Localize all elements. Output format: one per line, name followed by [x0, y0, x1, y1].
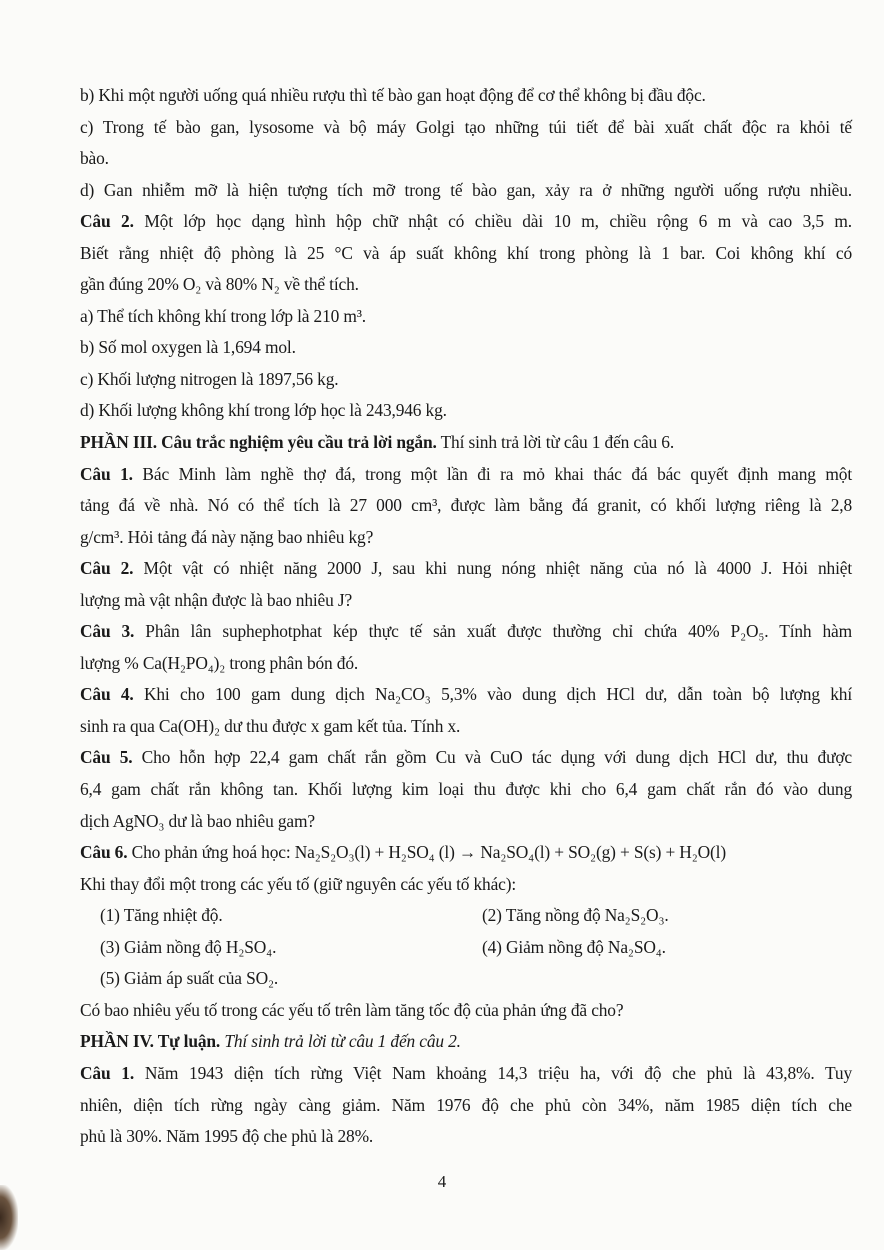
section-title: PHẦN IV. Tự luận. — [80, 1031, 221, 1052]
question-label: Câu 1. — [80, 1062, 135, 1083]
question-6-line — [80, 837, 852, 869]
question-text: Phân lân suphephotphat kép thực tế sản xuất được thường chỉ chứa 40% P₂O₅. Tính hàm — [134, 621, 853, 642]
text-line: Biết rằng nhiệt độ phòng là 25 °C và áp suất không khí trong phòng là 1 bar. Coi không khí có — [80, 242, 852, 263]
question-text: Khi cho 100 gam dung dịch Na₂CO₃ 5,3% vào dung dịch HCl dư, dẫn toàn bộ lượng khí — [133, 684, 852, 705]
question-label: Câu 4. — [80, 684, 134, 705]
statement-d: d) Khối lượng không khí trong lớp học là 243,946 kg. — [80, 400, 447, 421]
question-text: Cho hỗn hợp 22,4 gam chất rắn gồm Cu và CuO tác dụng với dung dịch HCl dư, thu được — [132, 747, 852, 768]
question-1-line — [80, 1058, 852, 1090]
factor-5: (5) Giảm áp suất của SO₂. — [100, 968, 279, 989]
question-3-line — [80, 616, 852, 648]
question-text: Một lớp học dạng hình hộp chữ nhật có chiều dài 10 m, chiều rộng 6 m và cao 3,5 m. — [133, 211, 852, 232]
text-line: sinh ra qua Ca(OH)₂ dư thu được x gam kết tủa. Tính x. — [80, 715, 461, 736]
text-line: gần đúng 20% O₂ và 80% N₂ về thể tích. — [80, 274, 359, 295]
question-text: Năm 1943 diện tích rừng Việt Nam khoảng 14,3 triệu ha, với độ che phủ là 43,8%. Tuy — [134, 1062, 852, 1083]
question-label: Câu 2. — [80, 211, 134, 232]
text-line: Khi thay đổi một trong các yếu tố (giữ nguyên các yếu tố khác): — [80, 873, 517, 894]
section-instruction: Thí sinh trả lời từ câu 1 đến câu 6. — [436, 432, 675, 453]
question-text: Bác Minh làm nghề thợ đá, trong một lần đi ra mỏ khai thác đá bác quyết định mang một — [132, 463, 853, 484]
question-label: Câu 6. — [80, 842, 128, 863]
question-2-line — [80, 553, 852, 585]
question-label: Câu 2. — [80, 558, 134, 579]
section-3-heading — [80, 427, 852, 459]
factor-row — [80, 932, 852, 964]
statement-b: b) Số mol oxygen là 1,694 mol. — [80, 337, 296, 358]
text-line: bào. — [80, 148, 109, 169]
text-line: lượng % Ca(H₂PO₄)₂ trong phân bón đó. — [80, 652, 359, 673]
reaction-equation: Cho phản ứng hoá học: Na₂S₂O₃(l) + H₂SO₄ (l) → Na₂SO₄(l) + SO₂(g) + S(s) + H₂O(l) — [127, 842, 726, 863]
question-text: Một vật có nhiệt năng 2000 J, sau khi nung nóng nhiệt năng của nó là 4000 J. Hỏi nhiệt — [133, 558, 853, 579]
question-1-line — [80, 459, 852, 491]
text-line: tảng đá về nhà. Nó có thể tích là 27 000 cm³, được làm bằng đá granit, có khối lượng riêng là 2,8 — [80, 495, 852, 516]
text-line: lượng mà vật nhận được là bao nhiêu J? — [80, 589, 353, 610]
factor-4: (4) Giảm nồng độ Na₂SO₄. — [482, 936, 666, 957]
text-line: g/cm³. Hỏi tảng đá này nặng bao nhiêu kg? — [80, 526, 374, 547]
question-5-line — [80, 742, 852, 774]
text-line: c) Trong tế bào gan, lysosome và bộ máy Golgi tạo những túi tiết để bài xuất chất độc ra khỏi tế — [80, 116, 852, 137]
statement-a: a) Thể tích không khí trong lớp là 210 m³. — [80, 305, 366, 326]
text-line: phủ là 30%. Năm 1995 độ che phủ là 28%. — [80, 1126, 374, 1147]
document-page — [80, 80, 852, 1153]
page-number: 4 — [437, 1172, 447, 1191]
section-title: PHẦN III. Câu trắc nghiệm yêu cầu trả lời ngắn. — [80, 432, 437, 453]
text-line: Có bao nhiêu yếu tố trong các yếu tố trên làm tăng tốc độ của phản ứng đã cho? — [80, 999, 624, 1020]
factor-row — [80, 900, 852, 932]
text-line: b) Khi một người uống quá nhiều rượu thì tế bào gan hoạt động để cơ thể không bị đầu độc. — [80, 85, 706, 105]
question-label: Câu 3. — [80, 621, 135, 642]
text-line: nhiên, diện tích rừng ngày càng giảm. Năm 1976 độ che phủ còn 34%, năm 1985 diện tích che — [80, 1094, 852, 1115]
section-4-heading — [80, 1026, 852, 1058]
factor-3: (3) Giảm nồng độ H₂SO₄. — [100, 936, 277, 957]
text-line: 6,4 gam chất rắn không tan. Khối lượng kim loại thu được khi cho 6,4 gam chất rắn đó vào dung — [80, 779, 852, 800]
factor-2: (2) Tăng nồng độ Na₂S₂O₃. — [482, 905, 669, 926]
text-line: d) Gan nhiễm mỡ là hiện tượng tích mỡ trong tế bào gan, xảy ra ở những người uống rượu nhiều. — [80, 179, 852, 200]
question-4-line — [80, 679, 852, 711]
text-line: dịch AgNO₃ dư là bao nhiêu gam? — [80, 810, 315, 831]
statement-c: c) Khối lượng nitrogen là 1897,56 kg. — [80, 368, 339, 389]
section-instruction: Thí sinh trả lời từ câu 1 đến câu 2. — [220, 1031, 461, 1052]
factor-1: (1) Tăng nhiệt độ. — [100, 905, 223, 926]
question-label: Câu 1. — [80, 463, 133, 484]
binding-shadow — [0, 1185, 18, 1250]
question-2-line — [80, 206, 852, 238]
question-label: Câu 5. — [80, 747, 133, 768]
